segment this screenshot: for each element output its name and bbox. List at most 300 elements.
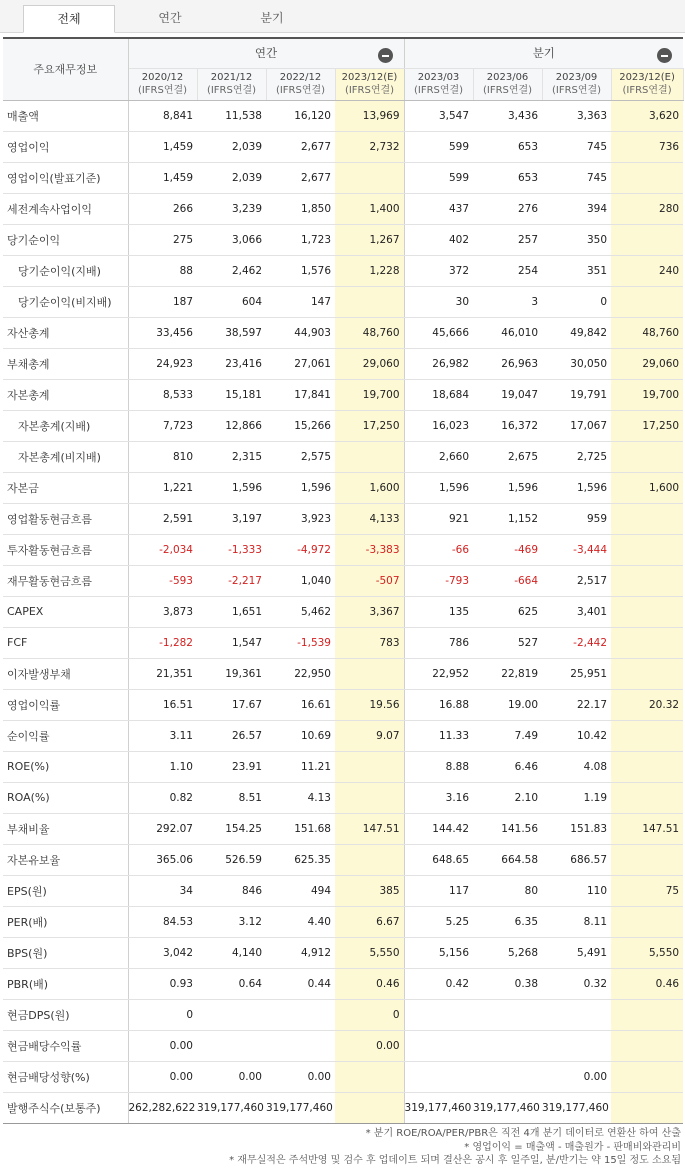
table-cell: 0.46 xyxy=(611,968,683,999)
table-cell: 16.51 xyxy=(128,689,197,720)
table-cell: -66 xyxy=(404,534,473,565)
table-row xyxy=(3,627,683,658)
table-cell: 599 xyxy=(404,131,473,162)
table-cell: 394 xyxy=(542,193,611,224)
row-label: 이자발생부채 xyxy=(3,658,128,689)
table-cell: 5,156 xyxy=(404,937,473,968)
table-cell: 25,951 xyxy=(542,658,611,689)
table-cell: 110 xyxy=(542,875,611,906)
table-cell xyxy=(611,782,683,813)
footnote: * 재무실적은 주석반영 및 검수 후 업데이트 되며 결산은 공시 후 일주일, 분/반기는 약 15일 정도 소요됨 xyxy=(229,1155,681,1166)
table-cell: 75 xyxy=(611,875,683,906)
table-row xyxy=(3,813,683,844)
period-basis: (IFRS연결) xyxy=(206,85,257,96)
table-cell: 6.46 xyxy=(473,751,542,782)
table-cell xyxy=(611,720,683,751)
table-cell: 45,666 xyxy=(404,317,473,348)
row-label: 세전계속사업이익 xyxy=(3,193,128,224)
table-cell: -793 xyxy=(404,565,473,596)
table-cell: 80 xyxy=(473,875,542,906)
table-cell: 2,660 xyxy=(404,441,473,472)
row-label: 자본유보율 xyxy=(3,844,128,875)
period-date: 2023/06 xyxy=(486,72,529,83)
table-cell: -1,539 xyxy=(266,627,335,658)
table-cell: 0.82 xyxy=(128,782,197,813)
table-cell: -3,383 xyxy=(335,534,404,565)
table-row xyxy=(3,999,683,1030)
table-cell: 12,866 xyxy=(197,410,266,441)
row-label: 영업이익률 xyxy=(3,689,128,720)
table-cell: 154.25 xyxy=(197,813,266,844)
row-label: 순이익률 xyxy=(3,720,128,751)
table-cell: 3.11 xyxy=(128,720,197,751)
table-cell xyxy=(404,1061,473,1092)
table-cell: 3,363 xyxy=(542,100,611,131)
table-cell: 0.00 xyxy=(266,1061,335,1092)
table-cell: 745 xyxy=(542,131,611,162)
table-cell: 1,596 xyxy=(266,472,335,503)
table-row xyxy=(3,410,683,441)
table-cell: 19.56 xyxy=(335,689,404,720)
table-cell xyxy=(335,286,404,317)
table-row xyxy=(3,782,683,813)
table-cell: 1,576 xyxy=(266,255,335,286)
table-cell: 3,401 xyxy=(542,596,611,627)
table-cell: 4,133 xyxy=(335,503,404,534)
table-row xyxy=(3,100,683,131)
table-row xyxy=(3,534,683,565)
table-cell: 365.06 xyxy=(128,844,197,875)
table-cell: -3,444 xyxy=(542,534,611,565)
table-cell: 1,228 xyxy=(335,255,404,286)
table-cell: 921 xyxy=(404,503,473,534)
row-label: PBR(배) xyxy=(3,968,128,999)
table-cell: 2,315 xyxy=(197,441,266,472)
footnotes xyxy=(229,1127,681,1168)
table-row xyxy=(3,317,683,348)
table-cell: 319,177,460 xyxy=(542,1092,611,1123)
table-cell: 88 xyxy=(128,255,197,286)
table-cell xyxy=(611,751,683,782)
table-cell: 19,047 xyxy=(473,379,542,410)
table-cell: 266 xyxy=(128,193,197,224)
row-label: 발행주식수(보통주) xyxy=(3,1092,128,1123)
row-label: 자본총계(지배) xyxy=(3,410,128,441)
row-label: ROA(%) xyxy=(3,782,128,813)
table-cell: 3,436 xyxy=(473,100,542,131)
table-cell: 144.42 xyxy=(404,813,473,844)
row-label: 영업이익 xyxy=(3,131,128,162)
table-cell: 3,239 xyxy=(197,193,266,224)
row-label: 현금DPS(원) xyxy=(3,999,128,1030)
table-cell: 783 xyxy=(335,627,404,658)
period-date: 2023/09 xyxy=(555,72,598,83)
table-cell xyxy=(611,503,683,534)
table-cell: 625 xyxy=(473,596,542,627)
table-cell: 1,850 xyxy=(266,193,335,224)
table-cell: 2,462 xyxy=(197,255,266,286)
row-label: 자본금 xyxy=(3,472,128,503)
table-cell: -1,282 xyxy=(128,627,197,658)
table-cell: 15,181 xyxy=(197,379,266,410)
row-label: BPS(원) xyxy=(3,937,128,968)
table-row xyxy=(3,1030,683,1061)
table-cell xyxy=(473,1030,542,1061)
table-cell xyxy=(611,224,683,255)
table-cell: 786 xyxy=(404,627,473,658)
table-cell: 46,010 xyxy=(473,317,542,348)
table-cell: 16.88 xyxy=(404,689,473,720)
table-cell xyxy=(611,286,683,317)
table-row xyxy=(3,162,683,193)
table-cell: 3,620 xyxy=(611,100,683,131)
table-cell: 254 xyxy=(473,255,542,286)
table-cell: 350 xyxy=(542,224,611,255)
table-cell: -469 xyxy=(473,534,542,565)
table-row xyxy=(3,224,683,255)
table-cell xyxy=(266,999,335,1030)
table-cell: 17,250 xyxy=(335,410,404,441)
row-label: 현금배당수익률 xyxy=(3,1030,128,1061)
table-cell: 17,250 xyxy=(611,410,683,441)
table-cell: 2,517 xyxy=(542,565,611,596)
table-cell: 0.00 xyxy=(128,1030,197,1061)
table-cell: 8.88 xyxy=(404,751,473,782)
table-cell: 4.13 xyxy=(266,782,335,813)
table-cell xyxy=(197,1030,266,1061)
table-cell: 1,547 xyxy=(197,627,266,658)
table-cell xyxy=(611,658,683,689)
table-cell: 736 xyxy=(611,131,683,162)
table-cell: 319,177,460 xyxy=(404,1092,473,1123)
table-cell: 23.91 xyxy=(197,751,266,782)
table-cell: 1,723 xyxy=(266,224,335,255)
table-cell: 1,221 xyxy=(128,472,197,503)
table-cell: 20.32 xyxy=(611,689,683,720)
table-cell: 4,140 xyxy=(197,937,266,968)
table-cell: 4,912 xyxy=(266,937,335,968)
table-cell: 33,456 xyxy=(128,317,197,348)
table-cell xyxy=(335,658,404,689)
table-cell: 38,597 xyxy=(197,317,266,348)
table-row xyxy=(3,844,683,875)
table-cell: 1,596 xyxy=(404,472,473,503)
row-label: 자산총계 xyxy=(3,317,128,348)
table-cell: 16,023 xyxy=(404,410,473,441)
row-label: 부채비율 xyxy=(3,813,128,844)
table-cell xyxy=(404,1030,473,1061)
table-cell: 1.10 xyxy=(128,751,197,782)
table-cell: 5,462 xyxy=(266,596,335,627)
table-cell: 117 xyxy=(404,875,473,906)
table-cell: 2,675 xyxy=(473,441,542,472)
table-cell xyxy=(611,1061,683,1092)
table-cell xyxy=(611,999,683,1030)
table-cell xyxy=(335,162,404,193)
table-cell: 19,361 xyxy=(197,658,266,689)
table-cell: -2,442 xyxy=(542,627,611,658)
table-cell: 48,760 xyxy=(335,317,404,348)
tab-annual[interactable]: 연간 xyxy=(158,11,182,25)
table-cell: 402 xyxy=(404,224,473,255)
table-cell xyxy=(611,627,683,658)
table-cell: 21,351 xyxy=(128,658,197,689)
annual-label: 연간 xyxy=(254,46,278,61)
row-label: 당기순이익(지배) xyxy=(3,255,128,286)
table-cell: 810 xyxy=(128,441,197,472)
table-row xyxy=(3,441,683,472)
table-cell: 2,039 xyxy=(197,131,266,162)
table-cell: 494 xyxy=(266,875,335,906)
table-cell: 2,591 xyxy=(128,503,197,534)
table-cell: 4.40 xyxy=(266,906,335,937)
table-cell: 319,177,460 xyxy=(473,1092,542,1123)
table-row xyxy=(3,596,683,627)
table-row xyxy=(3,503,683,534)
table-cell xyxy=(611,441,683,472)
table-cell xyxy=(197,999,266,1030)
footnote: * 분기 ROE/ROA/PER/PBR은 직전 4개 분기 데이터로 연환산 하여 산출 xyxy=(365,1128,681,1139)
table-row xyxy=(3,286,683,317)
table-cell: 26,963 xyxy=(473,348,542,379)
period-date: 2023/12(E) xyxy=(619,72,675,83)
table-cell: 5,491 xyxy=(542,937,611,968)
table-cell: -4,972 xyxy=(266,534,335,565)
table-cell: 0 xyxy=(335,999,404,1030)
table-cell: 151.83 xyxy=(542,813,611,844)
tab-bar xyxy=(0,0,685,33)
table-cell: 2,725 xyxy=(542,441,611,472)
table-cell: 4.08 xyxy=(542,751,611,782)
table-cell: 22,952 xyxy=(404,658,473,689)
table-cell: 19.00 xyxy=(473,689,542,720)
table-cell: 1,600 xyxy=(611,472,683,503)
table-cell: 2,732 xyxy=(335,131,404,162)
period-date: 2023/03 xyxy=(417,72,460,83)
row-label: 자본총계(비지배) xyxy=(3,441,128,472)
table-cell: 22.17 xyxy=(542,689,611,720)
table-cell: 1,459 xyxy=(128,131,197,162)
table-cell xyxy=(266,1030,335,1061)
row-label: 당기순이익(비지배) xyxy=(3,286,128,317)
table-cell: 3,367 xyxy=(335,596,404,627)
table-cell: 3,066 xyxy=(197,224,266,255)
period-header xyxy=(197,68,266,100)
table-row xyxy=(3,937,683,968)
table-cell: 0.93 xyxy=(128,968,197,999)
table-cell: 3,197 xyxy=(197,503,266,534)
row-label: 부채총계 xyxy=(3,348,128,379)
table-cell: 0.64 xyxy=(197,968,266,999)
table-cell: 275 xyxy=(128,224,197,255)
table-cell xyxy=(611,844,683,875)
period-header xyxy=(335,68,404,100)
period-date: 2021/12 xyxy=(210,72,253,83)
table-cell: 8.11 xyxy=(542,906,611,937)
table-cell: 22,950 xyxy=(266,658,335,689)
table-cell: 1,596 xyxy=(473,472,542,503)
period-header xyxy=(266,68,335,100)
table-cell: 3.12 xyxy=(197,906,266,937)
table-cell: 15,266 xyxy=(266,410,335,441)
corner-label: 주요재무정보 xyxy=(3,38,128,100)
table-cell: 959 xyxy=(542,503,611,534)
table-cell: 526.59 xyxy=(197,844,266,875)
period-basis: (IFRS연결) xyxy=(551,85,602,96)
table-cell: 648.65 xyxy=(404,844,473,875)
table-cell: 147.51 xyxy=(335,813,404,844)
table-cell: 17,841 xyxy=(266,379,335,410)
table-cell: 49,842 xyxy=(542,317,611,348)
table-cell: -2,034 xyxy=(128,534,197,565)
table-cell: 16,372 xyxy=(473,410,542,441)
tab-quarterly[interactable]: 분기 xyxy=(260,11,284,25)
table-cell: 27,061 xyxy=(266,348,335,379)
table-cell: 292.07 xyxy=(128,813,197,844)
table-cell: 280 xyxy=(611,193,683,224)
table-cell xyxy=(611,1030,683,1061)
table-cell: 1,596 xyxy=(542,472,611,503)
table-cell: 257 xyxy=(473,224,542,255)
table-cell: 48,760 xyxy=(611,317,683,348)
table-cell: 2.10 xyxy=(473,782,542,813)
table-cell: 5,550 xyxy=(335,937,404,968)
table-cell: 0 xyxy=(128,999,197,1030)
table-cell: 0.46 xyxy=(335,968,404,999)
table-cell: 30 xyxy=(404,286,473,317)
table-cell: -664 xyxy=(473,565,542,596)
table-row xyxy=(3,720,683,751)
period-date: 2022/12 xyxy=(279,72,322,83)
table-cell: 319,177,460 xyxy=(266,1092,335,1123)
tab-all[interactable]: 전체 xyxy=(23,5,115,33)
table-cell xyxy=(335,782,404,813)
period-header xyxy=(611,68,683,100)
period-basis: (IFRS연결) xyxy=(482,85,533,96)
row-label: 현금배당성향(%) xyxy=(3,1061,128,1092)
table-cell: 11.33 xyxy=(404,720,473,751)
table-cell: 11.21 xyxy=(266,751,335,782)
table-cell: 44,903 xyxy=(266,317,335,348)
table-cell xyxy=(335,441,404,472)
table-cell xyxy=(611,906,683,937)
period-date: 2020/12 xyxy=(141,72,184,83)
table-cell: 19,700 xyxy=(335,379,404,410)
table-row xyxy=(3,565,683,596)
table-cell: 26.57 xyxy=(197,720,266,751)
row-label: 자본총계 xyxy=(3,379,128,410)
table-cell: -1,333 xyxy=(197,534,266,565)
table-cell: 745 xyxy=(542,162,611,193)
table-row xyxy=(3,193,683,224)
table-cell: 17,067 xyxy=(542,410,611,441)
period-date: 2023/12(E) xyxy=(341,72,398,83)
table-cell: 7.49 xyxy=(473,720,542,751)
table-cell: 1,267 xyxy=(335,224,404,255)
table-row xyxy=(3,131,683,162)
row-label: FCF xyxy=(3,627,128,658)
table-cell: 1,040 xyxy=(266,565,335,596)
table-cell: 1.19 xyxy=(542,782,611,813)
table-cell: 3,042 xyxy=(128,937,197,968)
table-cell: 5,550 xyxy=(611,937,683,968)
table-cell: 3.16 xyxy=(404,782,473,813)
table-cell: 3,873 xyxy=(128,596,197,627)
period-basis: (IFRS연결) xyxy=(413,85,464,96)
table-cell: 276 xyxy=(473,193,542,224)
collapse-quarterly-icon[interactable] xyxy=(657,48,672,63)
footnote: * 영업이익 = 매출액 - 매출원가 - 판매비와관리비 xyxy=(464,1141,681,1153)
table-cell: -507 xyxy=(335,565,404,596)
table-cell: 0.00 xyxy=(128,1061,197,1092)
table-row xyxy=(3,906,683,937)
table-cell: 7,723 xyxy=(128,410,197,441)
row-label: CAPEX xyxy=(3,596,128,627)
table-cell: 16,120 xyxy=(266,100,335,131)
table-cell: 351 xyxy=(542,255,611,286)
table-cell: 319,177,460 xyxy=(197,1092,266,1123)
table-cell: 1,459 xyxy=(128,162,197,193)
table-cell: 187 xyxy=(128,286,197,317)
table-cell: 240 xyxy=(611,255,683,286)
financial-summary-table xyxy=(3,37,684,1124)
table-cell xyxy=(611,596,683,627)
table-cell: 10.42 xyxy=(542,720,611,751)
table-cell: 1,400 xyxy=(335,193,404,224)
table-cell: 19,791 xyxy=(542,379,611,410)
row-label: 재무활동현금흐름 xyxy=(3,565,128,596)
row-label: 투자활동현금흐름 xyxy=(3,534,128,565)
table-cell: 0.00 xyxy=(542,1061,611,1092)
table-cell: 846 xyxy=(197,875,266,906)
table-cell: 0.42 xyxy=(404,968,473,999)
table-row xyxy=(3,751,683,782)
table-cell: 372 xyxy=(404,255,473,286)
table-cell: 653 xyxy=(473,131,542,162)
quarterly-label: 분기 xyxy=(532,46,555,61)
table-row xyxy=(3,472,683,503)
table-cell xyxy=(542,1030,611,1061)
period-basis: (IFRS연결) xyxy=(275,85,326,96)
table-cell: 625.35 xyxy=(266,844,335,875)
table-cell xyxy=(335,751,404,782)
period-basis: (IFRS연결) xyxy=(622,85,672,96)
table-cell: 653 xyxy=(473,162,542,193)
table-cell: 23,416 xyxy=(197,348,266,379)
table-cell: 19,700 xyxy=(611,379,683,410)
table-cell: 3,547 xyxy=(404,100,473,131)
table-row xyxy=(3,875,683,906)
table-cell: 6.67 xyxy=(335,906,404,937)
table-cell: 22,819 xyxy=(473,658,542,689)
table-cell: 262,282,622 xyxy=(128,1092,197,1123)
table-cell: 16.61 xyxy=(266,689,335,720)
table-cell: 135 xyxy=(404,596,473,627)
table-cell: 0.00 xyxy=(335,1030,404,1061)
table-cell: 8,533 xyxy=(128,379,197,410)
table-cell: 18,684 xyxy=(404,379,473,410)
row-label: 영업활동현금흐름 xyxy=(3,503,128,534)
table-cell: 599 xyxy=(404,162,473,193)
table-cell: 8,841 xyxy=(128,100,197,131)
table-row xyxy=(3,658,683,689)
table-cell: 141.56 xyxy=(473,813,542,844)
annual-group-header xyxy=(128,38,404,68)
collapse-annual-icon[interactable] xyxy=(378,48,393,63)
table-cell: 30,050 xyxy=(542,348,611,379)
table-cell: 84.53 xyxy=(128,906,197,937)
table-cell: 147 xyxy=(266,286,335,317)
